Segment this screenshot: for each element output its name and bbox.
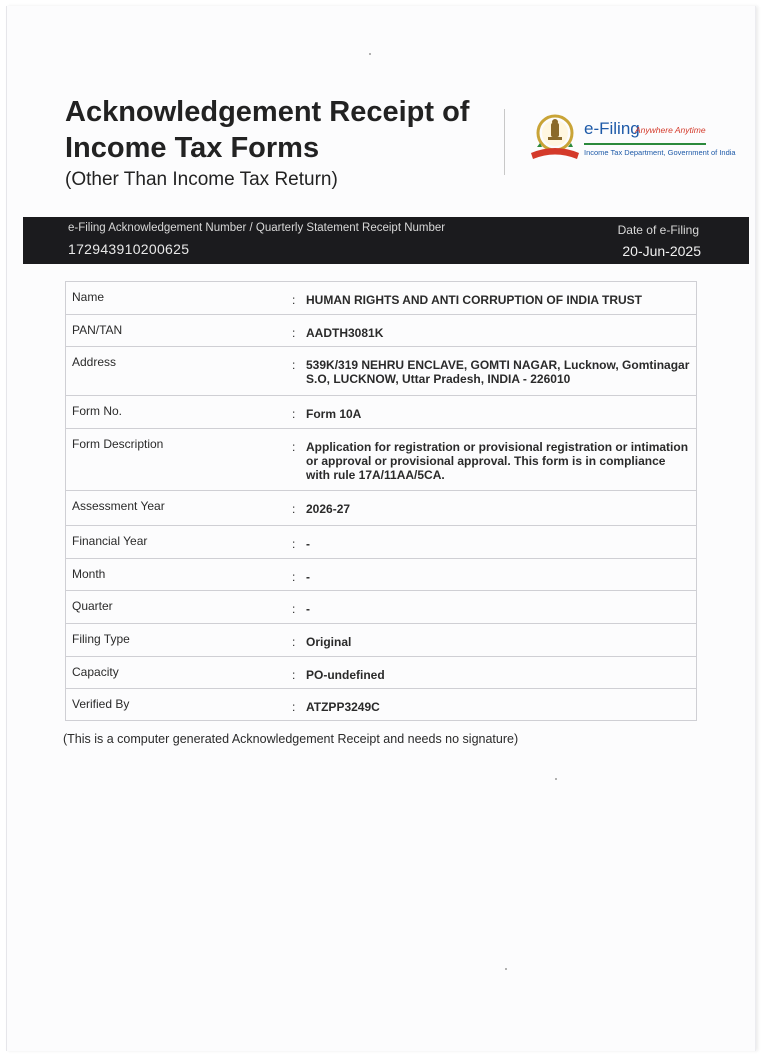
field-separator: :	[291, 526, 305, 559]
ack-number-label: e-Filing Acknowledgement Number / Quarterly Statement Receipt Number	[68, 222, 446, 234]
logo-underline	[584, 143, 706, 145]
department-name: Income Tax Department, Government of India	[584, 148, 736, 157]
filing-date: 20-Jun-2025	[622, 243, 701, 259]
details-table	[65, 281, 697, 721]
field-label: Month	[66, 559, 292, 591]
field-label: Address	[66, 347, 292, 396]
national-emblem-icon	[527, 113, 583, 163]
header-divider	[504, 109, 505, 175]
efiling-brand: e-Filing	[584, 119, 640, 138]
scan-speck	[505, 968, 507, 970]
field-value: -	[305, 559, 697, 591]
scan-speck	[369, 53, 371, 55]
field-value: HUMAN RIGHTS AND ANTI CORRUPTION OF INDIA TRUST	[305, 282, 697, 315]
ack-number: 172943910200625	[68, 241, 190, 257]
table-row	[66, 624, 697, 657]
field-label: Form No.	[66, 396, 292, 429]
receipt-page	[6, 6, 756, 1051]
table-row	[66, 282, 697, 315]
field-separator: :	[291, 315, 305, 347]
field-separator: :	[291, 591, 305, 624]
table-row	[66, 526, 697, 559]
scan-speck	[555, 778, 557, 780]
field-label: Capacity	[66, 657, 292, 689]
field-value: AADTH3081K	[305, 315, 697, 347]
field-label: Form Description	[66, 429, 292, 491]
field-value: -	[305, 526, 697, 559]
table-row	[66, 559, 697, 591]
acknowledgement-bar	[23, 217, 749, 264]
field-separator: :	[291, 689, 305, 721]
table-row	[66, 689, 697, 721]
field-label: Assessment Year	[66, 491, 292, 526]
field-value: -	[305, 591, 697, 624]
table-row	[66, 396, 697, 429]
field-separator: :	[291, 657, 305, 689]
field-label: Financial Year	[66, 526, 292, 559]
field-label: Name	[66, 282, 292, 315]
field-separator: :	[291, 429, 305, 491]
table-row	[66, 491, 697, 526]
field-label: PAN/TAN	[66, 315, 292, 347]
field-separator: :	[291, 491, 305, 526]
field-separator: :	[291, 347, 305, 396]
footnote: (This is a computer generated Acknowledgement Receipt and needs no signature)	[63, 732, 519, 746]
table-row	[66, 657, 697, 689]
table-row	[66, 591, 697, 624]
page-subtitle: (Other Than Income Tax Return)	[65, 169, 338, 190]
field-separator: :	[291, 624, 305, 657]
field-value: 539K/319 NEHRU ENCLAVE, GOMTI NAGAR, Lucknow, Gomtinagar S.O, LUCKNOW, Uttar Pradesh, INDIA - 226010	[305, 347, 697, 396]
field-value: Application for registration or provisional registration or intimation or approval or provisional approval. This form is in compliance with rule 17A/11AA/5CA.	[305, 429, 697, 491]
field-value: Form 10A	[305, 396, 697, 429]
table-row	[66, 347, 697, 396]
field-separator: :	[291, 559, 305, 591]
field-value: ATZPP3249C	[305, 689, 697, 721]
efiling-logo	[527, 113, 736, 163]
field-label: Quarter	[66, 591, 292, 624]
table-row	[66, 315, 697, 347]
field-label: Verified By	[66, 689, 292, 721]
efiling-tagline: Anywhere Anytime	[635, 125, 706, 135]
filing-date-label: Date of e-Filing	[617, 223, 699, 237]
title-line-1: Acknowledgement Receipt of	[65, 96, 470, 128]
title-line-2: Income Tax Forms	[65, 132, 320, 164]
field-value: 2026-27	[305, 491, 697, 526]
table-row	[66, 429, 697, 491]
page-title	[65, 94, 495, 166]
field-separator: :	[291, 282, 305, 315]
field-label: Filing Type	[66, 624, 292, 657]
field-separator: :	[291, 396, 305, 429]
field-value: Original	[305, 624, 697, 657]
field-value: PO-undefined	[305, 657, 697, 689]
